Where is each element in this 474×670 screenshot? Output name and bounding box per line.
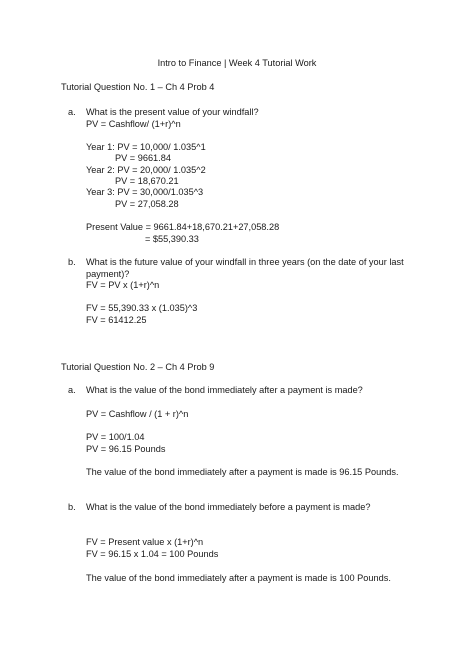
- q2b-formula: FV = Present value x (1+r)^n: [86, 537, 204, 547]
- q1a-total-result: = $55,390.33: [145, 234, 199, 244]
- q2a-bullet: a.: [68, 385, 76, 395]
- q1b-bullet: b.: [68, 257, 76, 267]
- q1b-question-line1: What is the future value of your windfall in three years (on the date of your last: [86, 257, 404, 267]
- q2a-result: PV = 96.15 Pounds: [86, 444, 166, 454]
- q2a-question: What is the value of the bond immediately after a payment is made?: [86, 385, 363, 395]
- q1a-year1-result: PV = 9661.84: [115, 153, 171, 163]
- q1a-question: What is the present value of your windfall?: [86, 107, 259, 117]
- q1a-year2-result: PV = 18,670.21: [115, 176, 179, 186]
- q1b-question-line2: payment)?: [86, 269, 130, 279]
- question-1-heading: Tutorial Question No. 1 – Ch 4 Prob 4: [61, 82, 215, 92]
- q2a-formula: PV = Cashflow / (1 + r)^n: [86, 409, 189, 419]
- q1a-year1-calc: Year 1: PV = 10,000/ 1.035^1: [86, 142, 206, 152]
- q2b-conclusion: The value of the bond immediately after a payment is made is 100 Pounds.: [86, 573, 391, 583]
- q2b-question: What is the value of the bond immediately before a payment is made?: [86, 502, 371, 512]
- q1a-year3-calc: Year 3: PV = 30,000/1.035^3: [86, 187, 204, 197]
- question-2-heading: Tutorial Question No. 2 – Ch 4 Prob 9: [61, 362, 215, 372]
- q2b-bullet: b.: [68, 502, 76, 512]
- q1a-total: Present Value = 9661.84+18,670.21+27,058.28: [86, 222, 280, 232]
- q2a-calc: PV = 100/1.04: [86, 432, 145, 442]
- page-title: Intro to Finance | Week 4 Tutorial Work: [157, 58, 317, 68]
- q1a-formula: PV = Cashflow/ (1+r)^n: [86, 119, 181, 129]
- q1a-year2-calc: Year 2: PV = 20,000/ 1.035^2: [86, 165, 206, 175]
- q1b-calc: FV = 55,390.33 x (1.035)^3: [86, 303, 198, 313]
- q1b-result: FV = 61412.25: [86, 315, 147, 325]
- q1a-bullet: a.: [68, 107, 76, 117]
- q2a-conclusion: The value of the bond immediately after a payment is made is 96.15 Pounds.: [86, 467, 399, 477]
- q1b-formula: FV = PV x (1+r)^n: [86, 280, 160, 290]
- q1a-year3-result: PV = 27,058.28: [115, 199, 179, 209]
- q2b-calc: FV = 96.15 x 1.04 = 100 Pounds: [86, 549, 219, 559]
